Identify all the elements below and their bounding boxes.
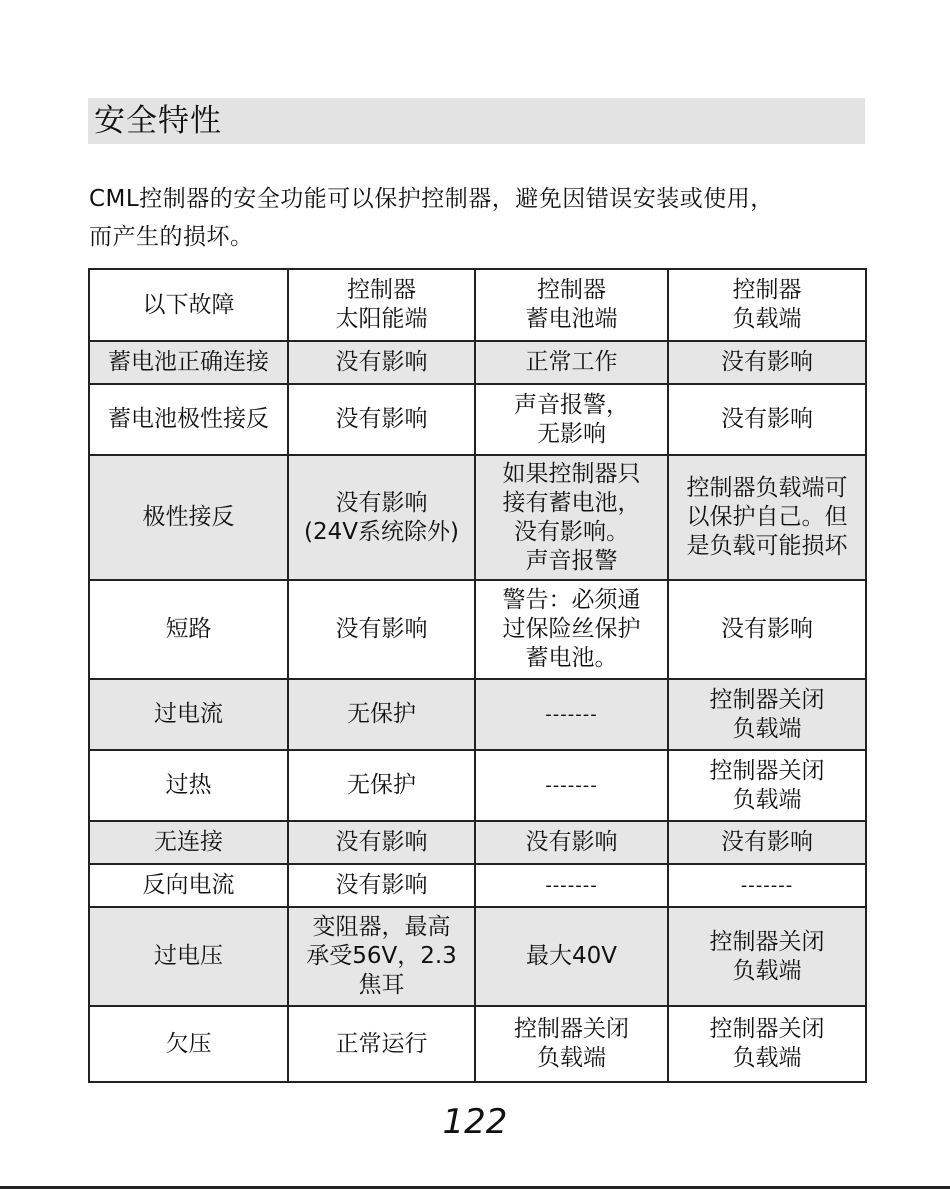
table-row	[89, 679, 866, 750]
table-row	[89, 750, 866, 821]
battery-cell: 控制器关闭 负载端	[475, 1006, 668, 1082]
fault-cell: 极性接反	[89, 455, 288, 580]
fault-cell: 蓄电池极性接反	[89, 384, 288, 455]
fault-cell: 过电压	[89, 907, 288, 1006]
solar-cell: 正常运行	[288, 1006, 475, 1082]
battery-cell: -------	[475, 750, 668, 821]
header-solar: 控制器 太阳能端	[288, 269, 475, 341]
fault-protection-table	[88, 268, 867, 1083]
solar-cell: 没有影响 (24V系统除外)	[288, 455, 475, 580]
battery-cell: 最大40V	[475, 907, 668, 1006]
section-title: 安全特性	[88, 98, 865, 144]
fault-cell: 无连接	[89, 821, 288, 864]
intro-paragraph: CML控制器的安全功能可以保护控制器，避免因错误安装或使用， 而产生的损坏。	[89, 186, 774, 250]
table-row	[89, 864, 866, 907]
solar-cell: 没有影响	[288, 580, 475, 679]
fault-cell: 蓄电池正确连接	[89, 341, 288, 384]
solar-cell: 没有影响	[288, 384, 475, 455]
battery-cell: 警告：必须通 过保险丝保护 蓄电池。	[475, 580, 668, 679]
solar-cell: 没有影响	[288, 341, 475, 384]
load-cell: 没有影响	[668, 384, 866, 455]
fault-cell: 过热	[89, 750, 288, 821]
table-row	[89, 1006, 866, 1082]
table-row	[89, 455, 866, 580]
battery-cell: 正常工作	[475, 341, 668, 384]
header-battery: 控制器 蓄电池端	[475, 269, 668, 341]
load-cell: 没有影响	[668, 580, 866, 679]
table-row	[89, 341, 866, 384]
load-cell: -------	[668, 864, 866, 907]
fault-cell: 短路	[89, 580, 288, 679]
load-cell: 控制器关闭 负载端	[668, 750, 866, 821]
header-fault: 以下故障	[89, 269, 288, 341]
battery-cell: -------	[475, 864, 668, 907]
fault-cell: 反向电流	[89, 864, 288, 907]
solar-cell: 无保护	[288, 679, 475, 750]
load-cell: 没有影响	[668, 821, 866, 864]
table-header-row	[89, 269, 866, 341]
battery-cell: 声音报警， 无影响	[475, 384, 668, 455]
load-cell: 控制器关闭 负载端	[668, 679, 866, 750]
load-cell: 控制器关闭 负载端	[668, 1006, 866, 1082]
solar-cell: 变阻器，最高 承受56V，2.3 焦耳	[288, 907, 475, 1006]
battery-cell: 如果控制器只 接有蓄电池， 没有影响。 声音报警	[475, 455, 668, 580]
page-number: 122	[442, 1102, 508, 1142]
load-cell: 控制器负载端可 以保护自己。但 是负载可能损坏	[668, 455, 866, 580]
fault-cell: 过电流	[89, 679, 288, 750]
load-cell: 没有影响	[668, 341, 866, 384]
fault-cell: 欠压	[89, 1006, 288, 1082]
table-row	[89, 907, 866, 1006]
load-cell: 控制器关闭 负载端	[668, 907, 866, 1006]
battery-cell: 没有影响	[475, 821, 668, 864]
solar-cell: 没有影响	[288, 821, 475, 864]
table-row	[89, 384, 866, 455]
table-row	[89, 580, 866, 679]
solar-cell: 无保护	[288, 750, 475, 821]
solar-cell: 没有影响	[288, 864, 475, 907]
header-load: 控制器 负载端	[668, 269, 866, 341]
battery-cell: -------	[475, 679, 668, 750]
table-row	[89, 821, 866, 864]
